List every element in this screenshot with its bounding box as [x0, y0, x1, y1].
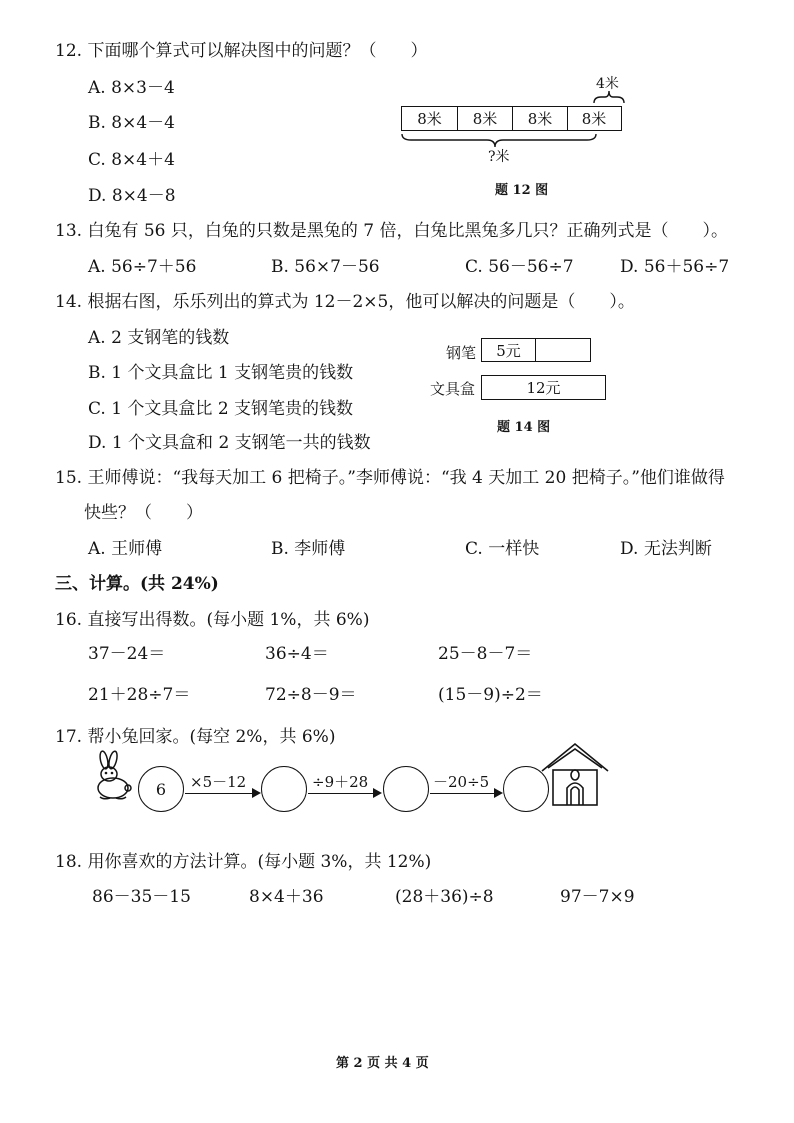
q12-segment-4: 8米: [581, 110, 607, 128]
page-number: 第 2 页 共 4 页: [336, 1056, 429, 1071]
q17-arrowhead-3: [494, 788, 503, 798]
q18-item-3: (28＋36)÷8: [395, 887, 494, 907]
q16-item-4: 21＋28÷7＝: [88, 685, 191, 705]
section-3-title: 三、计算。(共 24%): [55, 574, 219, 594]
q12-segment-2: 8米: [458, 107, 513, 130]
q17-arrow-2: [308, 793, 374, 794]
q12-segment-3: 8米: [513, 107, 568, 130]
q12-segment-1: 8米: [402, 107, 458, 130]
q13-option-c[interactable]: C. 56－56÷7: [465, 257, 574, 277]
q16-item-2: 36÷4＝: [265, 644, 329, 664]
q12-option-b[interactable]: B. 8×4－4: [88, 113, 175, 133]
q14-box-label: 文具盒: [430, 380, 476, 398]
q18-item-4: 97－7×9: [560, 887, 635, 907]
q14-option-b[interactable]: B. 1 个文具盒比 1 支钢笔贵的钱数: [88, 363, 354, 383]
q12-caption: 题 12 图: [495, 183, 549, 198]
q17-arrowhead-2: [373, 788, 382, 798]
q13-option-a[interactable]: A. 56÷7＋56: [88, 257, 197, 277]
q14-option-c[interactable]: C. 1 个文具盒比 2 支钢笔贵的钱数: [88, 399, 354, 419]
q16-item-5: 72÷8－9＝: [265, 685, 357, 705]
q15-stem-line2: 快些？（ ）: [84, 503, 203, 523]
q15-option-b[interactable]: B. 李师傅: [271, 539, 346, 559]
q14-stem: 14. 根据右图，乐乐列出的算式为 12－2×5，他可以解决的问题是（ ）。: [55, 292, 635, 312]
rabbit-icon: [90, 750, 136, 802]
q17-stem: 17. 帮小兔回家。(每空 2%，共 6%): [55, 727, 336, 747]
q17-arrow-3: [430, 793, 495, 794]
q12-total-label: ?米: [488, 149, 510, 165]
house-icon: [540, 741, 610, 807]
q15-option-a[interactable]: A. 王师傅: [88, 539, 163, 559]
q13-option-b[interactable]: B. 56×7－56: [271, 257, 380, 277]
q15-option-d[interactable]: D. 无法判断: [620, 539, 712, 559]
q12-option-d[interactable]: D. 8×4－8: [88, 186, 176, 206]
q14-option-a[interactable]: A. 2 支钢笔的钱数: [88, 328, 230, 348]
q17-answer-circle-2[interactable]: [383, 766, 429, 812]
q18-item-2: 8×4＋36: [249, 887, 324, 907]
q12-option-a[interactable]: A. 8×3－4: [88, 78, 175, 98]
q16-item-1: 37－24＝: [88, 644, 166, 664]
q18-item-1: 86－35－15: [92, 887, 191, 907]
q17-op-3: －20÷5: [433, 773, 490, 791]
q12-top-brace: [592, 88, 626, 104]
q14-pen-value: 5元: [482, 339, 536, 361]
q15-option-c[interactable]: C. 一样快: [465, 539, 540, 559]
q14-pen-label: 钢笔: [446, 344, 477, 362]
q18-stem: 18. 用你喜欢的方法计算。(每小题 3%，共 12%): [55, 852, 432, 872]
q14-pen-bar: [481, 338, 591, 362]
q16-item-6: (15－9)÷2＝: [438, 685, 543, 705]
q12-option-c[interactable]: C. 8×4＋4: [88, 150, 175, 170]
q14-option-d[interactable]: D. 1 个文具盒和 2 支钢笔一共的钱数: [88, 433, 371, 453]
q12-stem: 12. 下面哪个算式可以解决图中的问题？（ ）: [55, 41, 428, 61]
q17-start-circle: 6: [138, 766, 184, 812]
q16-stem: 16. 直接写出得数。(每小题 1%，共 6%): [55, 610, 370, 630]
q14-caption: 题 14 图: [497, 420, 551, 435]
q13-option-d[interactable]: D. 56＋56÷7: [620, 257, 730, 277]
q12-extra-label: 4米: [596, 76, 619, 92]
q16-item-3: 25－8－7＝: [438, 644, 533, 664]
q17-op-1: ×5－12: [190, 773, 247, 791]
q12-segment-bar: [401, 106, 622, 131]
q17-arrowhead-1: [252, 788, 261, 798]
q17-answer-circle-1[interactable]: [261, 766, 307, 812]
q17-arrow-1: [185, 793, 253, 794]
q15-stem-line1: 15. 王师傅说：“我每天加工 6 把椅子。”李师傅说：“我 4 天加工 20 把椅子。”他们谁做得: [55, 468, 725, 488]
q17-op-2: ÷9＋28: [312, 773, 369, 791]
q14-box-bar: 12元: [481, 375, 606, 400]
q13-stem: 13. 白兔有 56 只，白兔的只数是黑兔的 7 倍，白兔比黑兔多几只？正确列式是（ ）。: [55, 221, 729, 241]
